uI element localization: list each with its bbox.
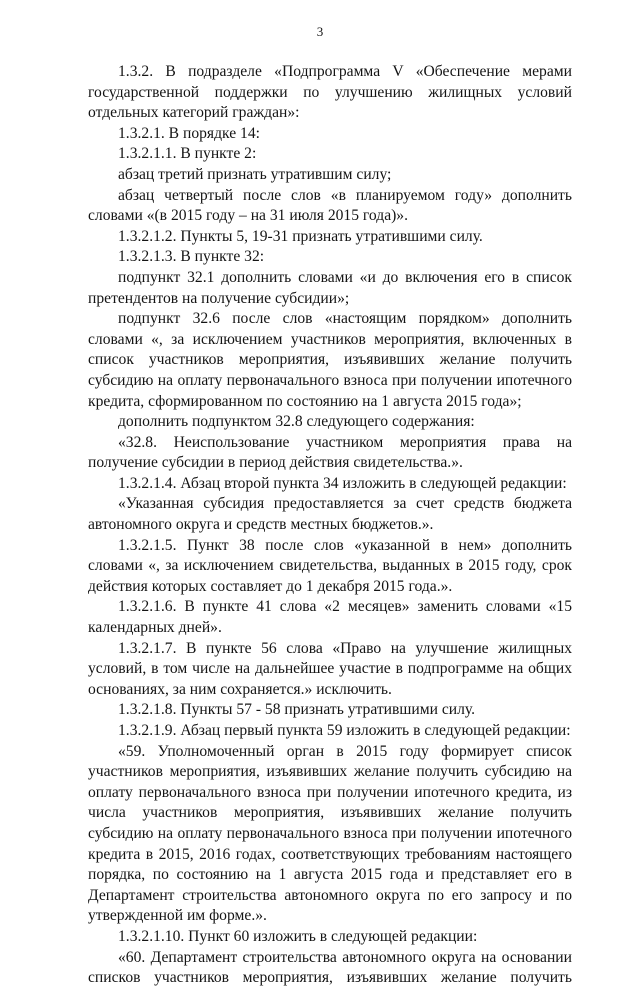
paragraph-subsidiya-text: «Указанная субсидия предоставляется за счет средств бюджета автономного округа и средств местных бюджетов.». [88, 495, 572, 534]
paragraph-1-3-2-1-4: 1.3.2.1.4. Абзац второй пункта 34 изложить в следующей редакции: [118, 474, 567, 492]
paragraph-podpunkt-32-6: подпункт 32.6 после слов «настоящим порядком» дополнить словами «, за исключением участников мероприятия, включенных в список участников мероприятия, изъявивших желание получить субсидию на оплату первоначального взноса при получении ипотечного кредита, сформированном по состоянию на 1 августа 2015 года»; [88, 310, 572, 410]
paragraph-1-3-2-1-10: 1.3.2.1.10. Пункт 60 изложить в следующей редакции: [118, 927, 478, 945]
paragraph-1-3-2-1: 1.3.2.1. В порядке 14: [118, 124, 260, 142]
page-number: 3 [316, 24, 324, 39]
paragraph-podpunkt-32-1: подпункт 32.1 дополнить словами «и до включения его в список претендентов на получение субсидии»; [88, 268, 572, 307]
paragraph-60-text: «60. Департамент строительства автономного округа на основании списков участников мероприятия, изъявивших желание получить [88, 948, 572, 987]
paragraph-1-3-2-1-8: 1.3.2.1.8. Пункты 57 - 58 признать утратившими силу. [118, 701, 476, 719]
paragraph-1-3-2-1-7: 1.3.2.1.7. В пункте 56 слова «Право на улучшение жилищных условий, в том числе на дальнейшее участие в подпрограмме на общих основаниях, за ним сохраняется.» исключить. [88, 639, 572, 698]
paragraph-1-3-2-1-9: 1.3.2.1.9. Абзац первый пункта 59 изложить в следующей редакции: [118, 722, 571, 739]
paragraph-abzac-chetvertyj: абзац четвертый после слов «в планируемом году» дополнить словами «(в 2015 году – на 31 июля 2015 года)». [88, 186, 572, 225]
paragraph-1-3-2-1-1: 1.3.2.1.1. В пункте 2: [118, 145, 257, 163]
paragraph-abzac-tretij: абзац третий признать утратившим силу; [118, 165, 392, 183]
paragraph-59-text: «59. Уполномоченный орган в 2015 году формирует список участников мероприятия, изъявивших желание получить субсидию на оплату первоначального взноса при получении ипотечного кредита, из числа участников мероприятия, изъявивших желание получить субсидию на оплату первоначального взноса при получении ипотечного кредита в 2015, 2016 годах, соответствующих требованиям настоящего порядка, по состоянию на 1 августа 2015 года и представляет его в Департамент строительства автономного округа по его запросу и по утвержденной им форме.». [88, 742, 572, 925]
paragraph-1-3-2-1-3: 1.3.2.1.3. В пункте 32: [118, 248, 265, 266]
document-body [88, 62, 572, 989]
paragraph-1-3-2: 1.3.2. В подразделе «Подпрограмма V «Обеспечение мерами государственной поддержки по улучшению жилищных условий отдельных категорий граждан»: [88, 63, 572, 122]
paragraph-dopolnit-32-8: дополнить подпунктом 32.8 следующего содержания: [118, 413, 475, 431]
paragraph-1-3-2-1-5: 1.3.2.1.5. Пункт 38 после слов «указанной в нем» дополнить словами «, за исключением свидетельства, выданных в 2015 году, срок действия которых составляет до 1 декабря 2015 года.». [88, 536, 572, 595]
paragraph-32-8-text: «32.8. Неиспользование участником мероприятия права на получение субсидии в период действия свидетельства.». [88, 433, 572, 472]
paragraph-1-3-2-1-6: 1.3.2.1.6. В пункте 41 слова «2 месяцев» заменить словами «15 календарных дней». [88, 598, 572, 637]
paragraph-1-3-2-1-2: 1.3.2.1.2. Пункты 5, 19-31 признать утратившими силу. [118, 227, 483, 245]
